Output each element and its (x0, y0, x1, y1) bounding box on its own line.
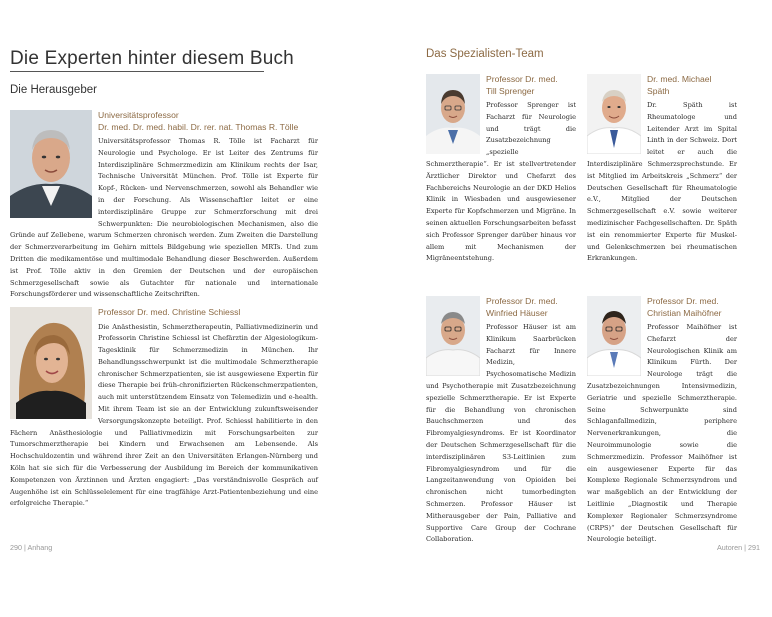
page-title: Die Experten hinter diesem Buch (10, 48, 294, 69)
portrait-photo-spaeth (587, 74, 641, 154)
expert-block-sprenger (426, 74, 576, 265)
section-heading-specialists: Das Spezialisten-Team (426, 48, 544, 60)
editor-name-schiessl: Professor Dr. med. Christine Schiessl (98, 307, 241, 317)
expert-name-haeuser: Winfried Häuser (486, 307, 548, 318)
expert-block-haeuser (426, 296, 576, 546)
expert-title-spaeth: Dr. med. Michael (647, 74, 712, 84)
expert-bio-sprenger: Professor Sprenger ist Facharzt für Neurologie und trägt die Zusatzbezeichnung „spezielle Schmerztherapie“. Er ist stellvertretender Ärztlicher Direktor und Chefarzt des Fachbereichs Neurologie an der DKD Helios Klinik in Wiesbaden und ausgewiesener Experte für Kopfschmerzen und Migräne. In seinen aktuellen Forschungsarbeiten befasst sich Professor Sprenger darüber hinaus vor allem mit Mechanismen der Migräneentstehung. (426, 101, 576, 263)
editor-bio-toelle: Universitätsprofessor Thomas R. Tölle ist Facharzt für Neurologie und Psychologe. Er ist Leiter des Zentrums für Interdisziplinäre Schmerzmedizin am Klinikum rechts der Isar, Technische Universität München. Prof. Tölle ist Experte für Kopf-, Rücken- und Nervenschmerzen, sowohl als Behandler wie in der Forschung. Als Wissenschaftler leitet er eine interdisziplinäre Gruppe zur Schmerzforschung mit drei Schwerpunkten: Die neurobiologischen Mechanismen, also die Gründe auf Zellebene, warum Schmerzen chronisch werden. Zum Zweiten die Darstellung der Schmerzverarbeitung im Gehirn mittels Bildgebung wie speziellen MRTs. Und zum Dritten die medikamentöse und multimodale Behandlung dieser Beschwerden. Außerdem ist Prof. Tölle aktiv in den Gremien der Deutschen und der europäischen Schmerzgesellschaft sowie als Gutachter für nationale und internationale Forschungsförderer und wissenschaftliche Zeitschriften. (10, 137, 318, 299)
page-footer-left: 290 | Anhang (10, 543, 53, 552)
editor-block-toelle (10, 110, 318, 301)
editor-name-toelle: Dr. med. Dr. med. habil. Dr. rer. nat. Thomas R. Tölle (98, 121, 299, 132)
expert-bio-spaeth: Dr. Späth ist Rheumatologe und Leitender Arzt im Spital Linth in der Schweiz. Dort leitet er auch die Interdisziplinäre Schmerzsprechstunde. Er ist Mitglied im Arbeitskreis „Schmerz“ der Deutschen Gesellschaft für Rheumatologie e.V., Mitglied der Deutschen Schmerzgesellschaft e.V. sowie weiterer medizinischer Fachgesellschaften. Dr. Späth ist ein renommierter Experte für Muskel- und Gelenkschmerzen bei rheumatischen Erkrankungen. (587, 101, 737, 263)
editor-block-schiessl (10, 307, 318, 510)
expert-name-spaeth: Späth (647, 85, 670, 96)
expert-bio-haeuser: Professor Häuser ist am Klinikum Saarbrücken Facharzt für Innere Medizin, Psychosomatische Medizin und Psychotherapie mit Zusatzbezeichnung spezielle Schmerztherapie. Er ist Experte für die Behandlung von chronischen Bauchschmerzen und des Fibromyalgiesyndroms. Er ist Koordinator der Deutschen Schmerzgesellschaft für die interdisziplinären S3-Leitlinien zum Fibromyalgiesyndrom und für die Langzeitanwendung von Opioiden bei chronischen nicht tumorbedingten Schmerzen. Professor Häuser ist Mitherausgeber der Pain, Palliative and Supportive Care Group der Cochrane Collaboration. (426, 323, 576, 544)
expert-title-maihoefner: Professor Dr. med. (647, 296, 719, 306)
expert-title-haeuser: Professor Dr. med. (486, 296, 558, 306)
editor-role-toelle: Universitätsprofessor (98, 110, 179, 120)
portrait-photo-toelle (10, 110, 92, 218)
expert-bio-maihoefner: Professor Maihöfner ist Chefarzt der Neurologischen Klinik am Klinikum Fürth. Der Neurologe trägt die Zusatzbezeichnungen Intensivmedizin, Geriatrie und spezielle Schmerztherapie. Seine Schwerpunkte sind Schlaganfallmedizin, periphere Nervenerkrankungen, die Neuroimmunologie sowie die Schmerzmedizin. Professor Maihöfner ist ein ausgewiesener Experte für das Komplexe Regionale Schmerzsyndrom und war maßgeblich an der Entwicklung der Leitlinie „Diagnostik und Therapie Komplexer Regionaler Schmerzsyndrome (CRPS)“ der Deutschen Gesellschaft für Neurologie beteiligt. (587, 323, 737, 544)
title-underline (10, 71, 264, 72)
expert-title-sprenger: Professor Dr. med. (486, 74, 558, 84)
expert-block-spaeth (587, 74, 737, 265)
portrait-photo-sprenger (426, 74, 480, 154)
portrait-photo-haeuser (426, 296, 480, 376)
editor-bio-schiessl: Die Anästhesistin, Schmerztherapeutin, Palliativmedizinerin und Professorin Christine Schiessl ist Chefärztin der Algesiologikum-Tagesklinik für Schmerzmedizin in München. Ihr Behandlungsschwerpunkt ist die multimodale Schmerztherapie chronischer Schmerzpatienten, sie ist ausgewiesene Expertin für diese Therapie bei früh-chronifizierten Rückenschmerzpatienten, auch mit unterstützendem Einsatz von Telemedizin und e-health. Mit ihrem Team ist sie an der Entwicklung zukunftsweisender Versorgungskonzepte beteiligt. Prof. Schiessl habilitierte in den Fächern Anästhesiologie und Palliativmedizin mit Forschungsarbeiten zur Tumorschmerztherapie bei Kindern und Erwachsenen am Lebensende. Als Hochschuldozentin und während ihrer Zeit an den Universitäten Erlangen-Nürnberg und Köln hat sie sich für die Verbesserung der Ausbildung im Bereich der kommunikativen Kompetenzen von Ärztinnen und Ärzten engagiert: „Das verständnisvolle Gespräch auf Augenhöhe ist ein Schlüsselelement für eine tragfähige Arzt-Patientenbeziehung und eine erfolgreiche Therapie.“ (10, 322, 318, 508)
expert-name-maihoefner: Christian Maihöfner (647, 307, 722, 318)
section-heading-editors: Die Herausgeber (10, 84, 97, 96)
expert-block-maihoefner (587, 296, 737, 546)
page-footer-right: Autoren | 291 (716, 543, 760, 552)
portrait-photo-maihoefner (587, 296, 641, 376)
expert-name-sprenger: Till Sprenger (486, 85, 535, 96)
portrait-photo-schiessl (10, 307, 92, 419)
